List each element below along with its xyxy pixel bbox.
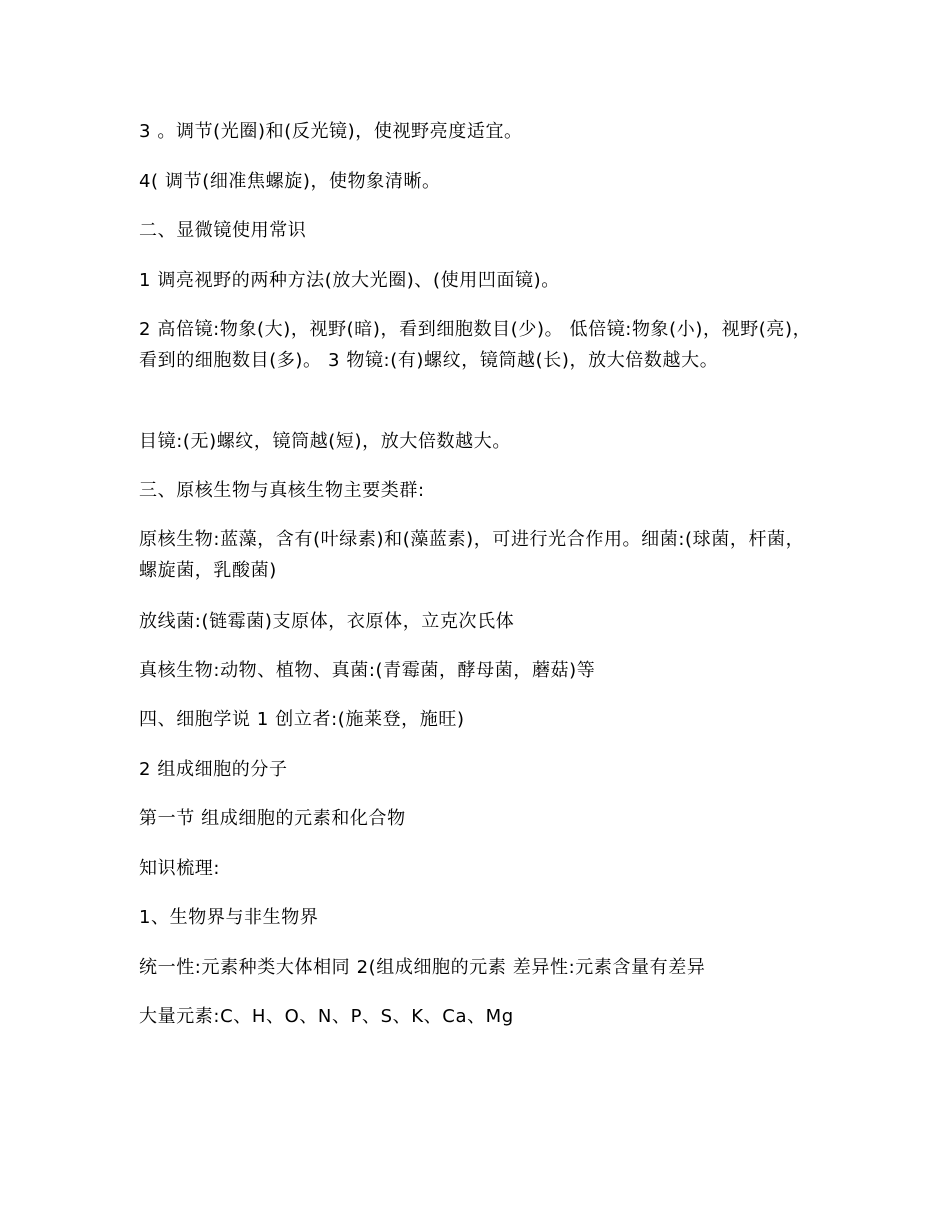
heading-section-1: 第一节 组成细胞的元素和化合物 (139, 808, 406, 829)
heading-organism-groups: 三、原核生物与真核生物主要类群: (139, 480, 425, 501)
paragraph-eukaryotes: 真核生物:动物、植物、真菌:(青霉菌，酵母菌，蘑菇)等 (139, 660, 596, 681)
heading-cell-molecules: 2 组成细胞的分子 (139, 759, 288, 780)
paragraph-macro-elements: 大量元素:C、H、O、N、P、S、K、Ca、Mg (139, 1006, 514, 1027)
paragraph-unity-difference: 统一性:元素种类大体相同 2(组成细胞的元素 差异性:元素含量有差异 (139, 957, 706, 978)
paragraph-actinomycetes: 放线菌:(链霉菌)支原体，衣原体，立克次氏体 (139, 611, 515, 632)
heading-living-nonliving: 1、生物界与非生物界 (139, 907, 319, 928)
paragraph-microscope-step-3: 3 。调节(光圈)和(反光镜)，使视野亮度适宜。 (139, 121, 523, 142)
label-knowledge-review: 知识梳理: (139, 858, 221, 879)
paragraph-microscope-step-4: 4( 调节(细准焦螺旋)，使物象清晰。 (139, 171, 441, 192)
paragraph-magnification: 2 高倍镜:物象(大)，视野(暗)，看到细胞数目(少)。 低倍镜:物象(小)，视野(亮)，看到的细胞数目(多)。 3 物镜:(有)螺纹，镜筒越(长)，放大倍数越大。 (139, 319, 812, 371)
heading-microscope-usage: 二、显微镜使用常识 (139, 220, 307, 241)
paragraph-prokaryotes: 原核生物:蓝藻，含有(叶绿素)和(藻蓝素)，可进行光合作用。细菌:(球菌，杆菌，螺旋菌，乳酸菌) (139, 529, 805, 581)
heading-cell-theory: 四、细胞学说 1 创立者:(施莱登，施旺) (139, 709, 465, 730)
paragraph-eyepiece: 目镜:(无)螺纹，镜筒越(短)，放大倍数越大。 (139, 431, 511, 452)
paragraph-brighten-view: 1 调亮视野的两种方法(放大光圈)、(使用凹面镜)。 (139, 270, 560, 291)
